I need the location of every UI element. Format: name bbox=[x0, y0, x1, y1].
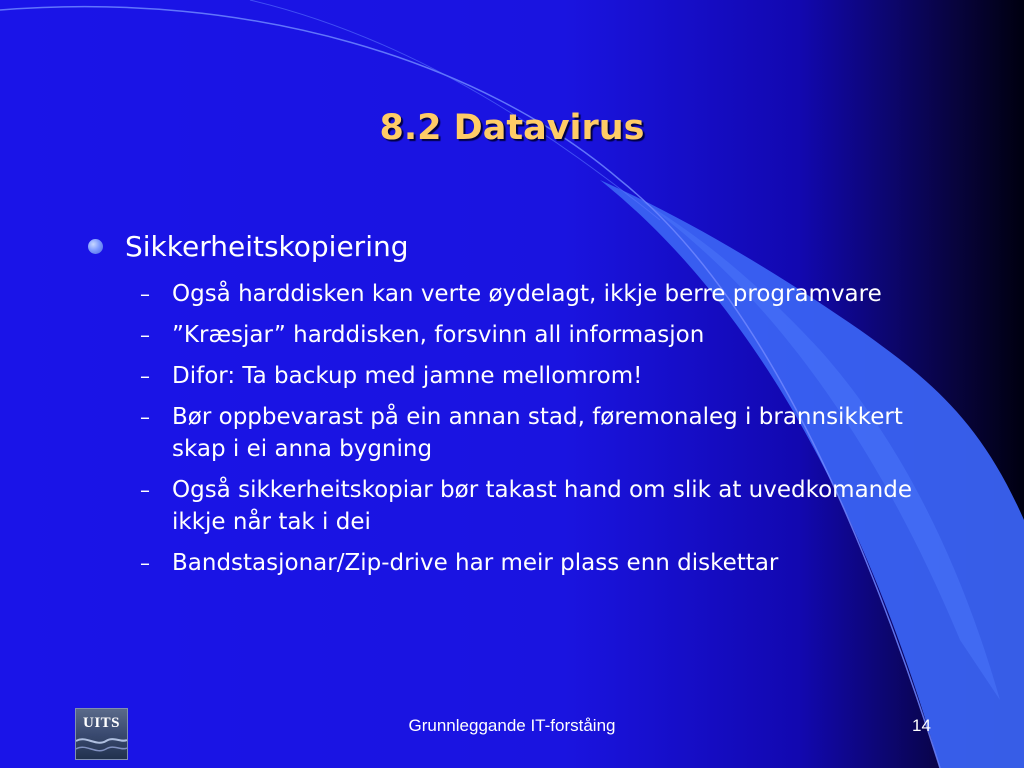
logo-text: UITS bbox=[82, 715, 121, 731]
page-number: 14 bbox=[912, 716, 931, 735]
footer-title: Grunnleggande IT-forståing bbox=[408, 716, 616, 735]
slide-title: 8.2 Datavirus bbox=[379, 108, 645, 148]
sub-bullet-item bbox=[140, 319, 930, 351]
sub-bullet-text: ”Kræsjar” harddisken, forsvinn all informasjon bbox=[172, 322, 705, 348]
sub-bullet-item bbox=[140, 278, 930, 310]
dash-icon: – bbox=[140, 282, 150, 306]
dash-icon: – bbox=[140, 478, 150, 502]
sub-bullet-item bbox=[140, 547, 930, 579]
dash-icon: – bbox=[140, 364, 150, 388]
sub-bullet-list bbox=[140, 278, 930, 588]
sub-bullet-text: Også sikkerheitskopiar bør takast hand om slik at uvedkomande ikkje når tak i dei bbox=[172, 477, 912, 535]
dash-icon: – bbox=[140, 323, 150, 347]
sub-bullet-item bbox=[140, 360, 930, 392]
sub-bullet-item bbox=[140, 401, 930, 465]
main-bullet bbox=[88, 230, 409, 263]
sub-bullet-item bbox=[140, 474, 930, 538]
sub-bullet-text: Bandstasjonar/Zip-drive har meir plass enn diskettar bbox=[172, 550, 779, 576]
sub-bullet-text: Også harddisken kan verte øydelagt, ikkje berre programvare bbox=[172, 281, 882, 307]
bullet-dot-icon bbox=[88, 239, 103, 254]
logo-wave-icon bbox=[76, 735, 127, 759]
sub-bullet-text: Difor: Ta backup med jamne mellomrom! bbox=[172, 363, 643, 389]
sub-bullet-text: Bør oppbevarast på ein annan stad, føremonaleg i brannsikkert skap i ei anna bygning bbox=[172, 404, 903, 462]
dash-icon: – bbox=[140, 551, 150, 575]
main-bullet-text: Sikkerheitskopiering bbox=[125, 230, 409, 263]
dash-icon: – bbox=[140, 405, 150, 429]
